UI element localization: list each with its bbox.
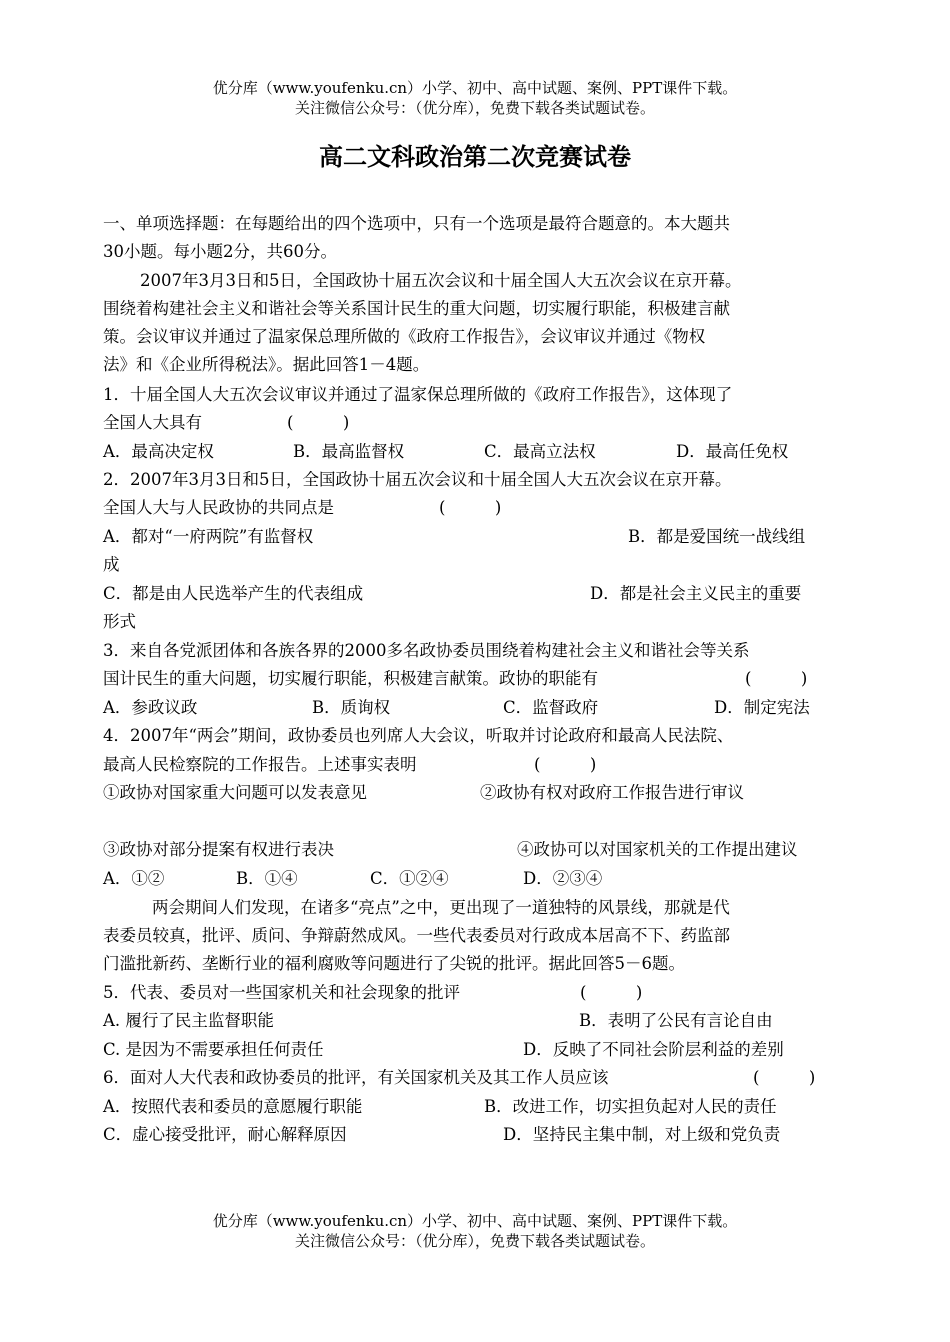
- q1-stem-text: 全国人大具有: [103, 413, 202, 432]
- q2-option-d: D．都是社会主义民主的重要: [590, 584, 802, 603]
- q3-answer-bracket: ( ): [745, 669, 808, 688]
- q2-option-a: A．都对“一府两院”有监督权: [103, 527, 314, 546]
- q4-option-a: A．①②: [103, 869, 165, 888]
- material1-line-2: 围绕着构建社会主义和谐社会等关系国计民生的重大问题，切实履行职能，积极建言献: [103, 299, 730, 318]
- q1-option-d: D．最高任免权: [676, 442, 789, 461]
- q4-option-c: C．①②④: [370, 869, 449, 888]
- section-instruction-2: 30小题。每小题2分，共60分。: [103, 242, 337, 261]
- q3-option-a: A．参政议政: [103, 698, 198, 717]
- q3-option-b: B．质询权: [312, 698, 391, 717]
- q1-answer-bracket: ( ): [287, 413, 350, 432]
- q6-stem-text: 6．面对人大代表和政协委员的批评，有关国家机关及其工作人员应该: [103, 1068, 609, 1087]
- q5-answer-bracket: ( ): [580, 983, 643, 1002]
- q3-option-d: D．制定宪法: [714, 698, 810, 717]
- section-instruction-1: 一、单项选择题：在每题给出的四个选项中，只有一个选项是最符合题意的。本大题共: [103, 214, 730, 233]
- q6-option-b: B．改进工作，切实担负起对人民的责任: [484, 1097, 777, 1116]
- q6-option-c: C．虚心接受批评，耐心解释原因: [103, 1125, 347, 1144]
- q4-statement-1: ①政协对国家重大问题可以发表意见: [103, 783, 367, 802]
- q1-stem-1: 1．十届全国人大五次会议审议并通过了温家保总理所做的《政府工作报告》，这体现了: [103, 385, 733, 404]
- material1-line-3: 策。会议审议并通过了温家保总理所做的《政府工作报告》，会议审议并通过《物权: [103, 327, 706, 346]
- q6-option-d: D．坚持民主集中制，对上级和党负责: [503, 1125, 781, 1144]
- material1-line-1: 2007年3月3日和5日，全国政协十届五次会议和十届全国人大五次会议在京开幕。: [140, 271, 742, 290]
- q4-option-d: D．②③④: [523, 869, 603, 888]
- material1-line-4: 法》和《企业所得税法》。据此回答1－4题。: [103, 355, 430, 374]
- q1-option-c: C．最高立法权: [484, 442, 596, 461]
- footer-line-1: 优分库（www.youfenku.cn）小学、初中、高中试题、案例、PPT课件下载。: [212, 1212, 738, 1230]
- q4-option-b: B．①④: [236, 869, 298, 888]
- q4-stem-text: 最高人民检察院的工作报告。上述事实表明: [103, 755, 417, 774]
- q2-option-c: C．都是由人民选举产生的代表组成: [103, 584, 364, 603]
- q4-stem-1: 4．2007年“两会”期间，政协委员也列席人大会议，听取并讨论政府和最高人民法院、: [103, 726, 734, 745]
- q1-option-b: B．最高监督权: [293, 442, 405, 461]
- header-line-2: 关注微信公众号：（优分库），免费下载各类试题试卷。: [294, 99, 655, 117]
- q4-answer-bracket: ( ): [534, 755, 597, 774]
- q2-option-d-continued: 形式: [103, 612, 136, 631]
- q4-statement-3: ③政协对部分提案有权进行表决: [103, 840, 334, 859]
- q4-statement-2: ②政协有权对政府工作报告进行审议: [480, 783, 744, 802]
- q2-answer-bracket: ( ): [439, 498, 502, 517]
- page-title: 高二文科政治第二次竞赛试卷: [319, 143, 631, 171]
- q3-stem-1: 3．来自各党派团体和各族各界的2000多名政协委员围绕着构建社会主义和谐社会等关系: [103, 641, 750, 660]
- q5-stem-text: 5．代表、委员对一些国家机关和社会现象的批评: [103, 983, 460, 1002]
- q6-answer-bracket: ( ): [753, 1068, 816, 1087]
- q5-option-d: D．反映了不同社会阶层利益的差别: [523, 1040, 784, 1059]
- q1-option-a: A．最高决定权: [103, 442, 214, 461]
- q5-option-c: C. 是因为不需要承担任何责任: [103, 1040, 324, 1059]
- q2-stem-text: 全国人大与人民政协的共同点是: [103, 498, 334, 517]
- q2-stem-1: 2．2007年3月3日和5日，全国政协十届五次会议和十届全国人大五次会议在京开幕。: [103, 470, 732, 489]
- footer-line-2: 关注微信公众号：（优分库），免费下载各类试题试卷。: [294, 1232, 655, 1250]
- q4-statement-4: ④政协可以对国家机关的工作提出建议: [517, 840, 798, 859]
- q3-stem-text: 国计民生的重大问题，切实履行职能，积极建言献策。政协的职能有: [103, 669, 598, 688]
- header-line-1: 优分库（www.youfenku.cn）小学、初中、高中试题、案例、PPT课件下载。: [212, 79, 738, 97]
- q5-option-a: A. 履行了民主监督职能: [103, 1011, 274, 1030]
- material2-line-2: 表委员较真，批评、质问、争辩蔚然成风。一些代表委员对行政成本居高不下、药监部: [103, 926, 730, 945]
- q6-option-a: A．按照代表和委员的意愿履行职能: [103, 1097, 363, 1116]
- material2-line-1: 两会期间人们发现，在诸多“亮点”之中，更出现了一道独特的风景线，那就是代: [152, 898, 730, 917]
- q3-option-c: C．监督政府: [503, 698, 599, 717]
- q5-option-b: B．表明了公民有言论自由: [579, 1011, 773, 1030]
- q2-option-b-continued: 成: [103, 555, 120, 574]
- q2-option-b: B．都是爱国统一战线组: [628, 527, 806, 546]
- material2-line-3: 门滥批新药、垄断行业的福利腐败等问题进行了尖锐的批评。据此回答5－6题。: [103, 954, 685, 973]
